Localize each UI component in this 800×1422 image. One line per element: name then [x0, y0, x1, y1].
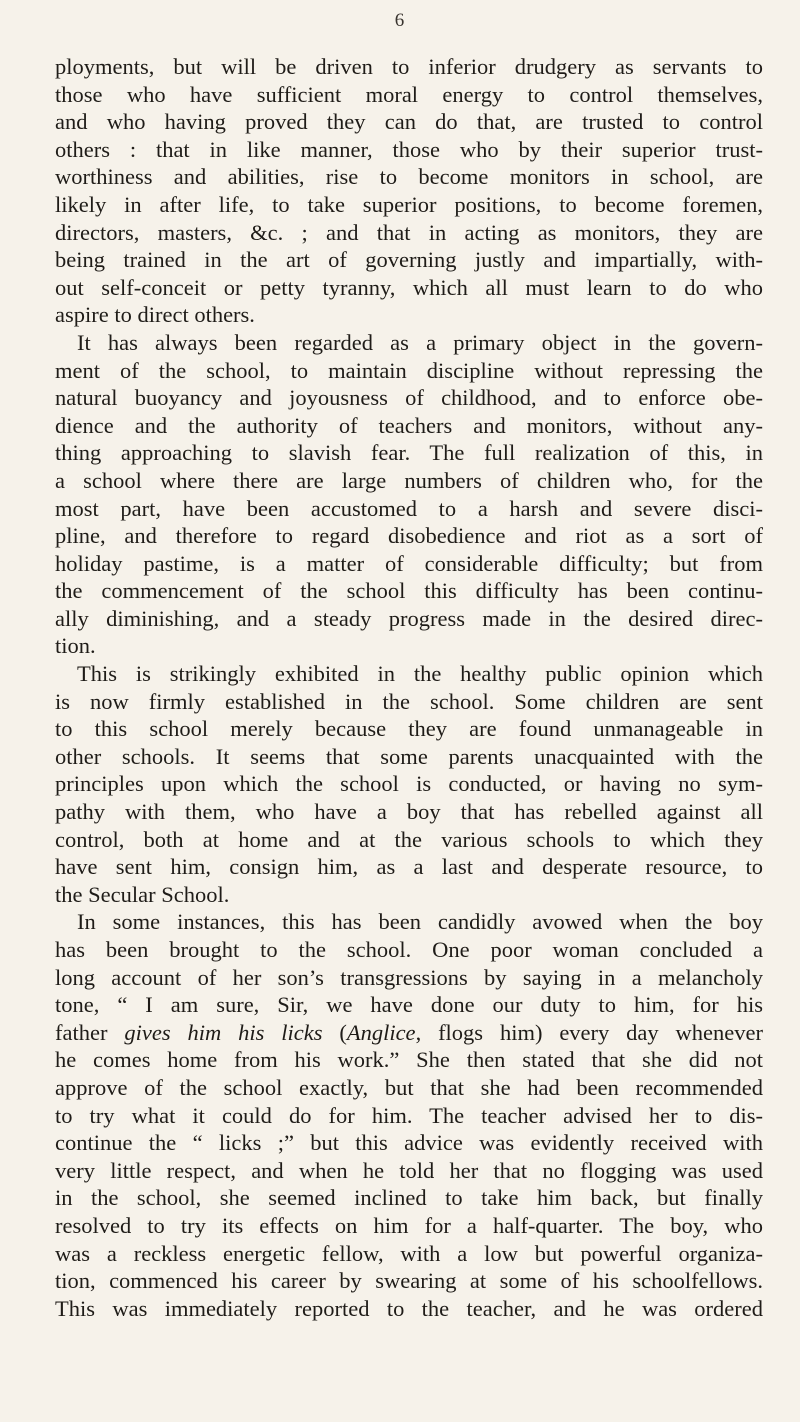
- page-number: 6: [394, 10, 406, 31]
- text-line: tion, commenced his career by swearing at some of his schoolfellows.: [55, 1268, 763, 1294]
- italic-word: Anglice: [346, 1019, 416, 1045]
- text-line: most part, have been accustomed to a harsh and severe disci-: [55, 495, 763, 521]
- text-line: approve of the school exactly, but that she had been recommended: [55, 1074, 763, 1100]
- paragraph-start-line: In some instances, this has been candidly avowed when the boy: [77, 909, 763, 935]
- text-line: being trained in the art of governing justly and impartially, with-: [55, 247, 763, 273]
- text-line: aspire to direct others.: [55, 302, 255, 328]
- text-line: in the school, she seemed inclined to take him back, but finally: [55, 1185, 763, 1211]
- italic-phrase: gives him his licks: [124, 1019, 323, 1045]
- text-line: tion.: [55, 633, 96, 659]
- text-line: have sent him, consign him, as a last and desperate resource, to: [55, 854, 763, 880]
- text-line: likely in after life, to take superior positions, to become foremen,: [55, 191, 763, 217]
- text-line: was a reckless energetic fellow, with a low but powerful organiza-: [55, 1240, 763, 1266]
- text-line: directors, masters, &c. ; and that in acting as monitors, they are: [55, 219, 763, 245]
- text-line: pline, and therefore to regard disobedience and riot as a sort of: [55, 523, 763, 549]
- text-line: ployments, but will be driven to inferior drudgery as servants to: [55, 54, 763, 79]
- text-line: is now firmly established in the school. Some children are sent: [55, 688, 763, 714]
- text-line: has been brought to the school. One poor woman concluded a: [55, 937, 763, 962]
- paragraph-start-line: This is strikingly exhibited in the healthy public opinion which: [77, 661, 763, 687]
- text-line: tone, “ I am sure, Sir, we have done our duty to him, for his: [55, 992, 763, 1018]
- text-line: This was immediately reported to the teacher, and he was ordered: [55, 1295, 763, 1321]
- paragraph-start-line: It has always been regarded as a primary object in the govern-: [77, 329, 763, 355]
- text-line: those who have sufficient moral energy to control themselves,: [55, 81, 763, 107]
- text-line: natural buoyancy and joyousness of childhood, and to enforce obe-: [55, 385, 763, 411]
- text-line: the Secular School.: [55, 881, 230, 907]
- text-fragment: (: [322, 1019, 347, 1045]
- text-line: resolved to try its effects on him for a half-quarter. The boy, who: [55, 1212, 763, 1238]
- text-line: control, both at home and at the various schools to which they: [55, 826, 763, 852]
- text-line: principles upon which the school is conducted, or having no sym-: [55, 771, 763, 797]
- text-line: and who having proved they can do that, are trusted to control: [55, 109, 763, 135]
- body-text: [55, 53, 763, 1322]
- text-line: worthiness and abilities, rise to become monitors in school, are: [55, 164, 763, 190]
- text-line: pathy with them, who have a boy that has rebelled against all: [55, 799, 763, 825]
- text-line-with-italics: [55, 1019, 763, 1047]
- text-line: long account of her son’s transgressions by saying in a melancholy: [55, 964, 763, 990]
- text-line: ment of the school, to maintain discipline without repressing the: [55, 357, 763, 383]
- text-line: to this school merely because they are found unmanageable in: [55, 716, 763, 742]
- text-fragment: father: [55, 1019, 125, 1045]
- text-line: continue the “ licks ;” but this advice was evidently received with: [55, 1130, 763, 1156]
- text-line: holiday pastime, is a matter of considerable difficulty; but from: [55, 550, 763, 576]
- text-line: ally diminishing, and a steady progress made in the desired direc-: [55, 605, 763, 631]
- text-line: to try what it could do for him. The teacher advised her to dis-: [55, 1102, 763, 1128]
- text-line: thing approaching to slavish fear. The full realization of this, in: [55, 440, 763, 466]
- text-line: dience and the authority of teachers and monitors, without any-: [55, 412, 763, 438]
- text-line: other schools. It seems that some parents unacquainted with the: [55, 743, 763, 769]
- text-fragment: , flogs him) every day whenever: [415, 1019, 763, 1045]
- text-line: he comes home from his work.” She then stated that she did not: [55, 1047, 763, 1073]
- text-line: a school where there are large numbers of children who, for the: [55, 467, 763, 493]
- text-line: the commencement of the school this difficulty has been continu-: [55, 578, 763, 604]
- text-line: very little respect, and when he told her that no flogging was used: [55, 1157, 763, 1183]
- text-line: out self-conceit or petty tyranny, which all must learn to do who: [55, 274, 763, 300]
- text-line: others : that in like manner, those who by their superior trust-: [55, 136, 763, 162]
